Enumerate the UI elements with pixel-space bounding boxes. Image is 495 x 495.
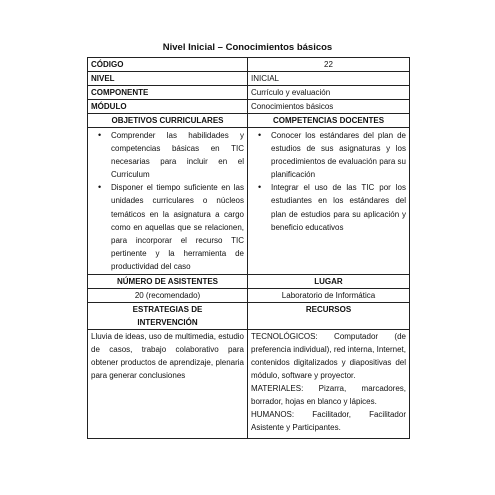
objetivo-item: • Comprender las habilidades y competencias básicas en TIC necesarias para incluir en el Curriculum [111,129,244,181]
recursos-header: RECURSOS [248,303,410,330]
asistentes-lugar-header-row [88,275,410,289]
nivel-row [88,72,410,86]
competencias-header: COMPETENCIAS DOCENTES [248,114,410,128]
module-table [87,57,410,439]
componente-value: Currículo y evaluación [248,86,410,100]
codigo-label: CÓDIGO [88,58,248,72]
recursos-cell [248,330,410,439]
objetivos-list [91,129,244,273]
objetivos-cell [88,128,248,275]
competencia-item: • Conocer los estándares del plan de estudios de sus asignaturas y los procedimientos de evaluación para su planificación [271,129,406,181]
competencias-cell [248,128,410,275]
competencia-item: • Integrar el uso de las TIC por los estudiantes en los estándares del plan de estudios para su aplicación y beneficio educativos [271,181,406,233]
lugar-value: Laboratorio de Informática [248,289,410,303]
nivel-label: NIVEL [88,72,248,86]
componente-row [88,86,410,100]
codigo-row [88,58,410,72]
document-title: Nivel Inicial – Conocimientos básicos [162,42,333,53]
objetivos-competencias-row [88,128,410,275]
asistentes-header: NÚMERO DE ASISTENTES [88,275,248,289]
estrategias-recursos-header-row [88,303,410,330]
asistentes-value: 20 (recomendado) [88,289,248,303]
componente-label: COMPONENTE [88,86,248,100]
estrategias-header: ESTRATEGIAS DE INTERVENCIÓN [88,303,248,330]
estrategias-cell [88,330,248,439]
lugar-header: LUGAR [248,275,410,289]
objetivos-competencias-header-row [88,114,410,128]
modulo-value: Conocimientos básicos [248,100,410,114]
recursos-tecnologicos: TECNOLÓGICOS: Computador (de preferencia individual), red interna, Internet, contenidos digitalizados y diapositivas del módulo, software y proyector. [251,332,406,381]
competencias-list [251,129,406,234]
modulo-label: MÓDULO [88,100,248,114]
objetivo-item: • Disponer el tiempo suficiente en las unidades curriculares o núcleos temáticos en la asignatura a cargo como en aquellas que se relacionen, para incorporar el recurso TIC pertinente y la herramienta de productividad del caso [111,181,244,273]
objetivos-header: OBJETIVOS CURRICULARES [88,114,248,128]
codigo-value: 22 [248,58,410,72]
asistentes-lugar-row [88,289,410,303]
modulo-row [88,100,410,114]
estrategias-text: Lluvia de ideas, uso de multimedia, estudio de casos, trabajo colaborativo para obtener productos de aprendizaje, plenaria para generar conclusiones [91,332,244,381]
recursos-humanos: HUMANOS: Facilitador, Facilitador Asistente y Participantes. [251,410,406,433]
nivel-value: INICIAL [248,72,410,86]
recursos-materiales: MATERIALES: Pizarra, marcadores, borrador, hojas en blanco y lápices. [251,384,406,407]
estrategias-recursos-row [88,330,410,439]
